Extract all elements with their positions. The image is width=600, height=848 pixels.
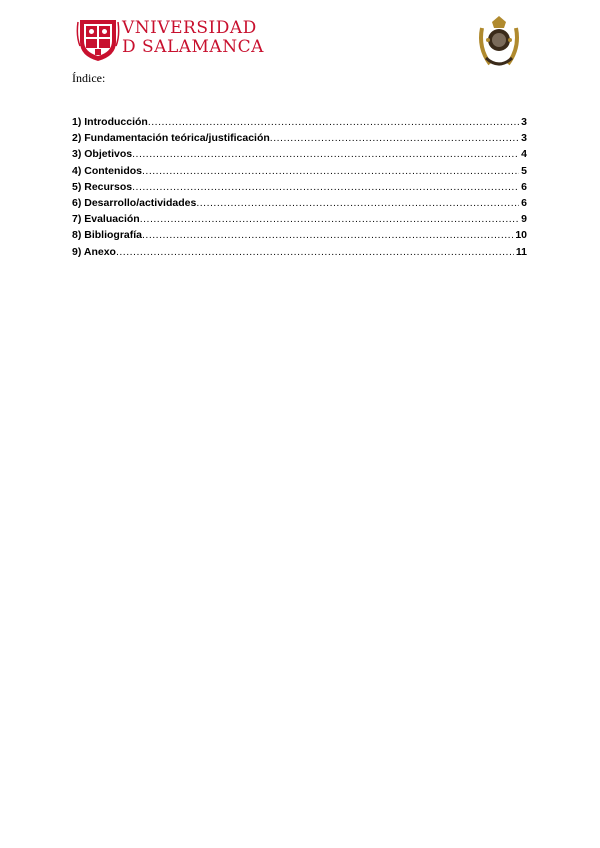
toc-entry-page: 3 [521, 132, 527, 145]
toc-dot-leader [132, 181, 519, 193]
toc-dot-leader [132, 148, 519, 160]
toc-entry-title: 6) Desarrollo/actividades [72, 196, 197, 209]
toc-entry-page: 3 [521, 116, 527, 128]
toc-dot-leader [142, 165, 519, 177]
toc-entry-page: 6 [521, 196, 527, 209]
table-of-contents [72, 116, 527, 262]
page-header [0, 0, 600, 80]
university-name-line2: D SALAMANCA [122, 37, 264, 57]
toc-entry-title: 3) Objetivos [72, 148, 133, 161]
toc-dot-leader [142, 229, 513, 241]
toc-entry[interactable] [72, 213, 527, 229]
toc-dot-leader [140, 213, 519, 225]
toc-entry-page: 5 [521, 164, 527, 177]
university-name [122, 19, 264, 57]
toc-entry[interactable] [72, 116, 527, 132]
toc-entry[interactable] [72, 246, 527, 262]
university-logo [76, 16, 264, 62]
toc-entry[interactable] [72, 181, 527, 197]
index-heading: Índice: [72, 71, 106, 85]
toc-entry-page: 4 [521, 148, 527, 161]
toc-dot-leader [148, 116, 519, 128]
toc-dot-leader [196, 197, 519, 209]
toc-entry-page: 6 [521, 180, 527, 193]
toc-dot-leader [116, 246, 514, 258]
toc-entry-title: 1) Introducción [72, 116, 148, 128]
university-crest-icon [76, 16, 120, 62]
toc-entry[interactable] [72, 132, 527, 148]
toc-entry-page: 9 [521, 213, 527, 226]
toc-entry-title: 9) Anexo [72, 245, 116, 258]
toc-entry[interactable] [72, 229, 527, 245]
toc-entry-title: 5) Recursos [72, 180, 133, 193]
toc-dot-leader [270, 132, 519, 144]
toc-entry[interactable] [72, 148, 527, 164]
toc-entry-page: 11 [515, 245, 527, 258]
toc-entry[interactable] [72, 165, 527, 181]
toc-entry-page: 10 [515, 229, 527, 242]
toc-entry[interactable] [72, 197, 527, 213]
toc-entry-title: 7) Evaluación [72, 213, 140, 226]
toc-entry-title: 4) Contenidos [72, 164, 142, 177]
university-name-line1: VNIVERSIDAD [122, 18, 257, 38]
toc-entry-title: 2) Fundamentación teórica/justificación [72, 132, 270, 145]
faculty-emblem-icon [474, 14, 524, 72]
toc-entry-title: 8) Bibliografía [72, 229, 143, 242]
